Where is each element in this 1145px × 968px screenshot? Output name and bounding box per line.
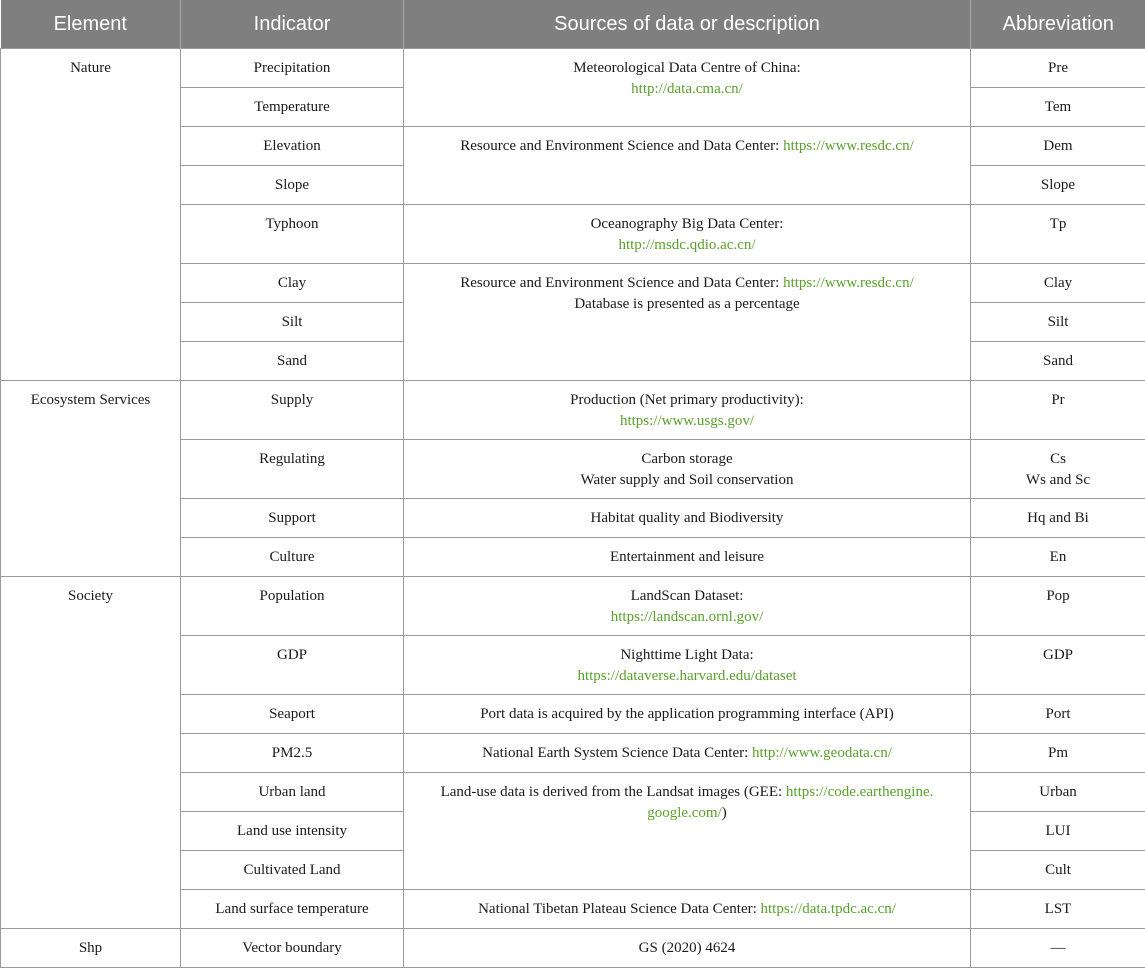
abbreviation-cell: LST	[971, 890, 1145, 929]
source-link[interactable]: https://www.usgs.gov/	[412, 411, 962, 432]
indicator-cell: Culture	[181, 538, 404, 577]
source-text: Land-use data is derived from the Landsat images (GEE:	[441, 784, 786, 800]
source-cell: GS (2020) 4624	[404, 929, 971, 968]
source-cell	[404, 734, 971, 773]
abbreviation-cell: Sand	[971, 342, 1145, 381]
source-cell: Port data is acquired by the application programming interface (API)	[404, 695, 971, 734]
abbreviation-cell: Pop	[971, 577, 1145, 636]
source-text: Production (Net primary productivity):	[412, 390, 962, 411]
abbreviation-cell: Slope	[971, 166, 1145, 205]
source-note: Database is presented as a percentage	[412, 294, 962, 315]
abbreviation-cell: Tp	[971, 205, 1145, 264]
indicator-cell: Population	[181, 577, 404, 636]
indicator-cell: Precipitation	[181, 49, 404, 88]
header-abbreviation: Abbreviation	[971, 0, 1145, 49]
indicator-cell: Land use intensity	[181, 812, 404, 851]
table-row	[1, 381, 1145, 440]
abbreviation-cell: Cult	[971, 851, 1145, 890]
abbreviation-cell: Dem	[971, 127, 1145, 166]
source-text: National Tibetan Plateau Science Data Center:	[478, 901, 760, 917]
source-cell	[404, 440, 971, 499]
indicator-cell: Typhoon	[181, 205, 404, 264]
header-sources: Sources of data or description	[404, 0, 971, 49]
source-link[interactable]: https://www.resdc.cn/	[783, 138, 914, 154]
source-cell	[404, 577, 971, 636]
source-text: LandScan Dataset:	[412, 586, 962, 607]
abbreviation-cell: LUI	[971, 812, 1145, 851]
indicator-cell: Vector boundary	[181, 929, 404, 968]
source-cell	[404, 890, 971, 929]
indicator-cell: Slope	[181, 166, 404, 205]
indicator-cell: Land surface temperature	[181, 890, 404, 929]
source-cell: Habitat quality and Biodiversity	[404, 499, 971, 538]
table-row	[1, 929, 1145, 968]
header-element: Element	[1, 0, 181, 49]
table-row	[1, 49, 1145, 88]
abbreviation-cell	[971, 440, 1145, 499]
source-cell	[404, 49, 971, 127]
source-link[interactable]: https://dataverse.harvard.edu/dataset	[412, 666, 962, 687]
indicator-cell: Clay	[181, 264, 404, 303]
header-indicator: Indicator	[181, 0, 404, 49]
indicator-cell: Seaport	[181, 695, 404, 734]
source-cell	[404, 381, 971, 440]
group-society: Society	[1, 577, 181, 929]
abbreviation-cell: Urban	[971, 773, 1145, 812]
group-ecosystem-services: Ecosystem Services	[1, 381, 181, 577]
source-link[interactable]: google.com/	[647, 805, 722, 821]
source-link[interactable]: https://www.resdc.cn/	[783, 275, 914, 291]
abbreviation-cell: Clay	[971, 264, 1145, 303]
indicator-cell: Urban land	[181, 773, 404, 812]
abbreviation-cell: GDP	[971, 636, 1145, 695]
indicator-cell: Support	[181, 499, 404, 538]
abbreviation-cell: Pr	[971, 381, 1145, 440]
abbreviation-cell: Silt	[971, 303, 1145, 342]
source-cell	[404, 127, 971, 205]
indicator-cell: Supply	[181, 381, 404, 440]
source-link[interactable]: http://msdc.qdio.ac.cn/	[412, 235, 962, 256]
group-nature: Nature	[1, 49, 181, 381]
indicator-cell: Cultivated Land	[181, 851, 404, 890]
source-text: Nighttime Light Data:	[412, 645, 962, 666]
abbreviation-cell: Tem	[971, 88, 1145, 127]
abbreviation-cell: Pre	[971, 49, 1145, 88]
source-link[interactable]: https://landscan.ornl.gov/	[412, 607, 962, 628]
table-row	[1, 577, 1145, 636]
indicator-cell: Temperature	[181, 88, 404, 127]
abbreviation-cell: —	[971, 929, 1145, 968]
table-header	[1, 0, 1145, 49]
source-cell	[404, 205, 971, 264]
source-link[interactable]: http://www.geodata.cn/	[752, 745, 892, 761]
abbreviation-cell: Port	[971, 695, 1145, 734]
abbreviation-cell: Hq and Bi	[971, 499, 1145, 538]
source-cell	[404, 264, 971, 381]
source-link[interactable]: http://data.cma.cn/	[412, 79, 962, 100]
abbreviation-text: Ws and Sc	[979, 470, 1137, 491]
source-cell	[404, 636, 971, 695]
indicator-cell: PM2.5	[181, 734, 404, 773]
source-text: )	[722, 805, 727, 821]
source-link[interactable]: https://data.tpdc.ac.cn/	[761, 901, 896, 917]
source-link[interactable]: https://code.earthengine.	[786, 784, 933, 800]
indicator-cell: Silt	[181, 303, 404, 342]
abbreviation-text: Cs	[979, 449, 1137, 470]
abbreviation-cell: En	[971, 538, 1145, 577]
indicator-cell: GDP	[181, 636, 404, 695]
group-shp: Shp	[1, 929, 181, 968]
source-cell	[404, 773, 971, 890]
source-text: Resource and Environment Science and Data Center:	[460, 275, 783, 291]
source-text: Oceanography Big Data Center:	[412, 214, 962, 235]
source-text: Carbon storage	[412, 449, 962, 470]
indicator-cell: Sand	[181, 342, 404, 381]
source-text: Water supply and Soil conservation	[412, 470, 962, 491]
abbreviation-cell: Pm	[971, 734, 1145, 773]
source-cell: Entertainment and leisure	[404, 538, 971, 577]
indicator-cell: Regulating	[181, 440, 404, 499]
source-text: National Earth System Science Data Center:	[482, 745, 752, 761]
indicator-cell: Elevation	[181, 127, 404, 166]
source-text: Resource and Environment Science and Data Center:	[460, 138, 783, 154]
source-text: Meteorological Data Centre of China:	[412, 58, 962, 79]
